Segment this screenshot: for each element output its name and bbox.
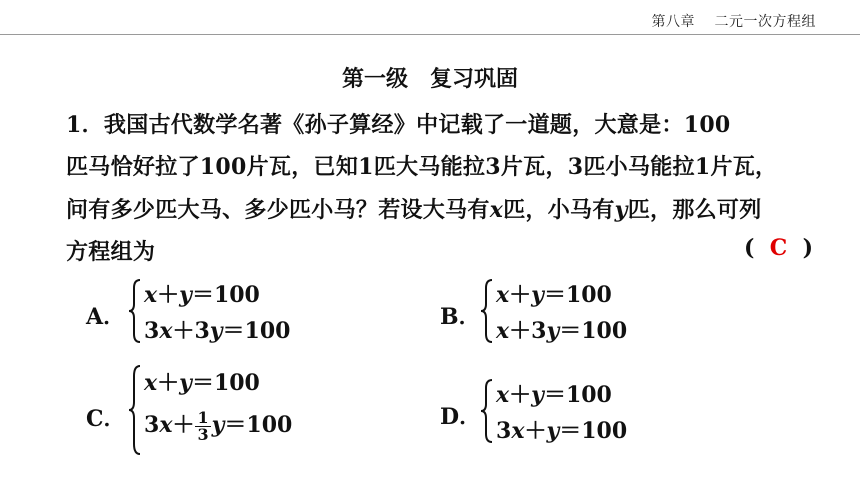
question-line-3 bbox=[66, 193, 762, 224]
fraction-denominator: 3 bbox=[197, 424, 209, 444]
chapter-number: 第八章 bbox=[651, 14, 696, 30]
fraction-numerator: 1 bbox=[197, 407, 209, 427]
answer-value: C bbox=[769, 235, 788, 261]
question-text: 匹，那么可列 bbox=[627, 197, 762, 223]
bracket-close: ) bbox=[802, 235, 814, 261]
equation-1: x＋y＝100 bbox=[496, 282, 612, 308]
equation-2: x＋3y＝100 bbox=[496, 318, 628, 344]
option-a[interactable] bbox=[86, 278, 336, 344]
bracket-open: ( bbox=[744, 235, 755, 261]
option-b[interactable] bbox=[440, 278, 690, 344]
question-text: 问有多少匹大马、多少匹小马？若设大马有 bbox=[66, 197, 490, 223]
page-header bbox=[0, 0, 860, 35]
variable-y: y bbox=[614, 197, 628, 223]
variable-x: x bbox=[489, 197, 504, 223]
equation-2: 3x＋ $\frac{1}{3}$ y＝100 bbox=[144, 407, 293, 444]
chapter-name: 二元一次方程组 bbox=[714, 14, 816, 30]
option-label: C． bbox=[86, 406, 126, 432]
question-text: 匹，小马有 bbox=[503, 197, 615, 223]
brace-icon bbox=[128, 364, 142, 456]
option-d[interactable] bbox=[440, 378, 690, 444]
equation-1: x＋y＝100 bbox=[496, 382, 612, 408]
option-label: B． bbox=[440, 304, 481, 330]
answer-bracket bbox=[744, 235, 813, 261]
option-label: A． bbox=[86, 304, 126, 330]
brace-icon bbox=[480, 378, 494, 444]
section-title: 第一级 复习巩固 bbox=[341, 66, 518, 92]
brace-icon bbox=[480, 278, 494, 344]
equation-1: x＋y＝100 bbox=[144, 370, 260, 396]
question-line-2: 匹马恰好拉了100片瓦，已知1匹大马能拉3片瓦，3匹小马能拉1片瓦， bbox=[66, 154, 778, 180]
option-label: D． bbox=[440, 404, 482, 430]
equation-2: 3x＋y＝100 bbox=[496, 418, 628, 444]
fraction bbox=[195, 407, 210, 444]
equation-1: x＋y＝100 bbox=[144, 282, 260, 308]
chapter-title bbox=[652, 11, 816, 31]
equation-2: 3x＋3y＝100 bbox=[144, 318, 291, 344]
question-line-1: 1．我国古代数学名著《孙子算经》中记载了一道题，大意是：100 bbox=[66, 112, 731, 138]
brace-icon bbox=[128, 278, 142, 344]
option-c[interactable] bbox=[86, 364, 336, 456]
question-line-4: 方程组为 bbox=[66, 239, 156, 265]
